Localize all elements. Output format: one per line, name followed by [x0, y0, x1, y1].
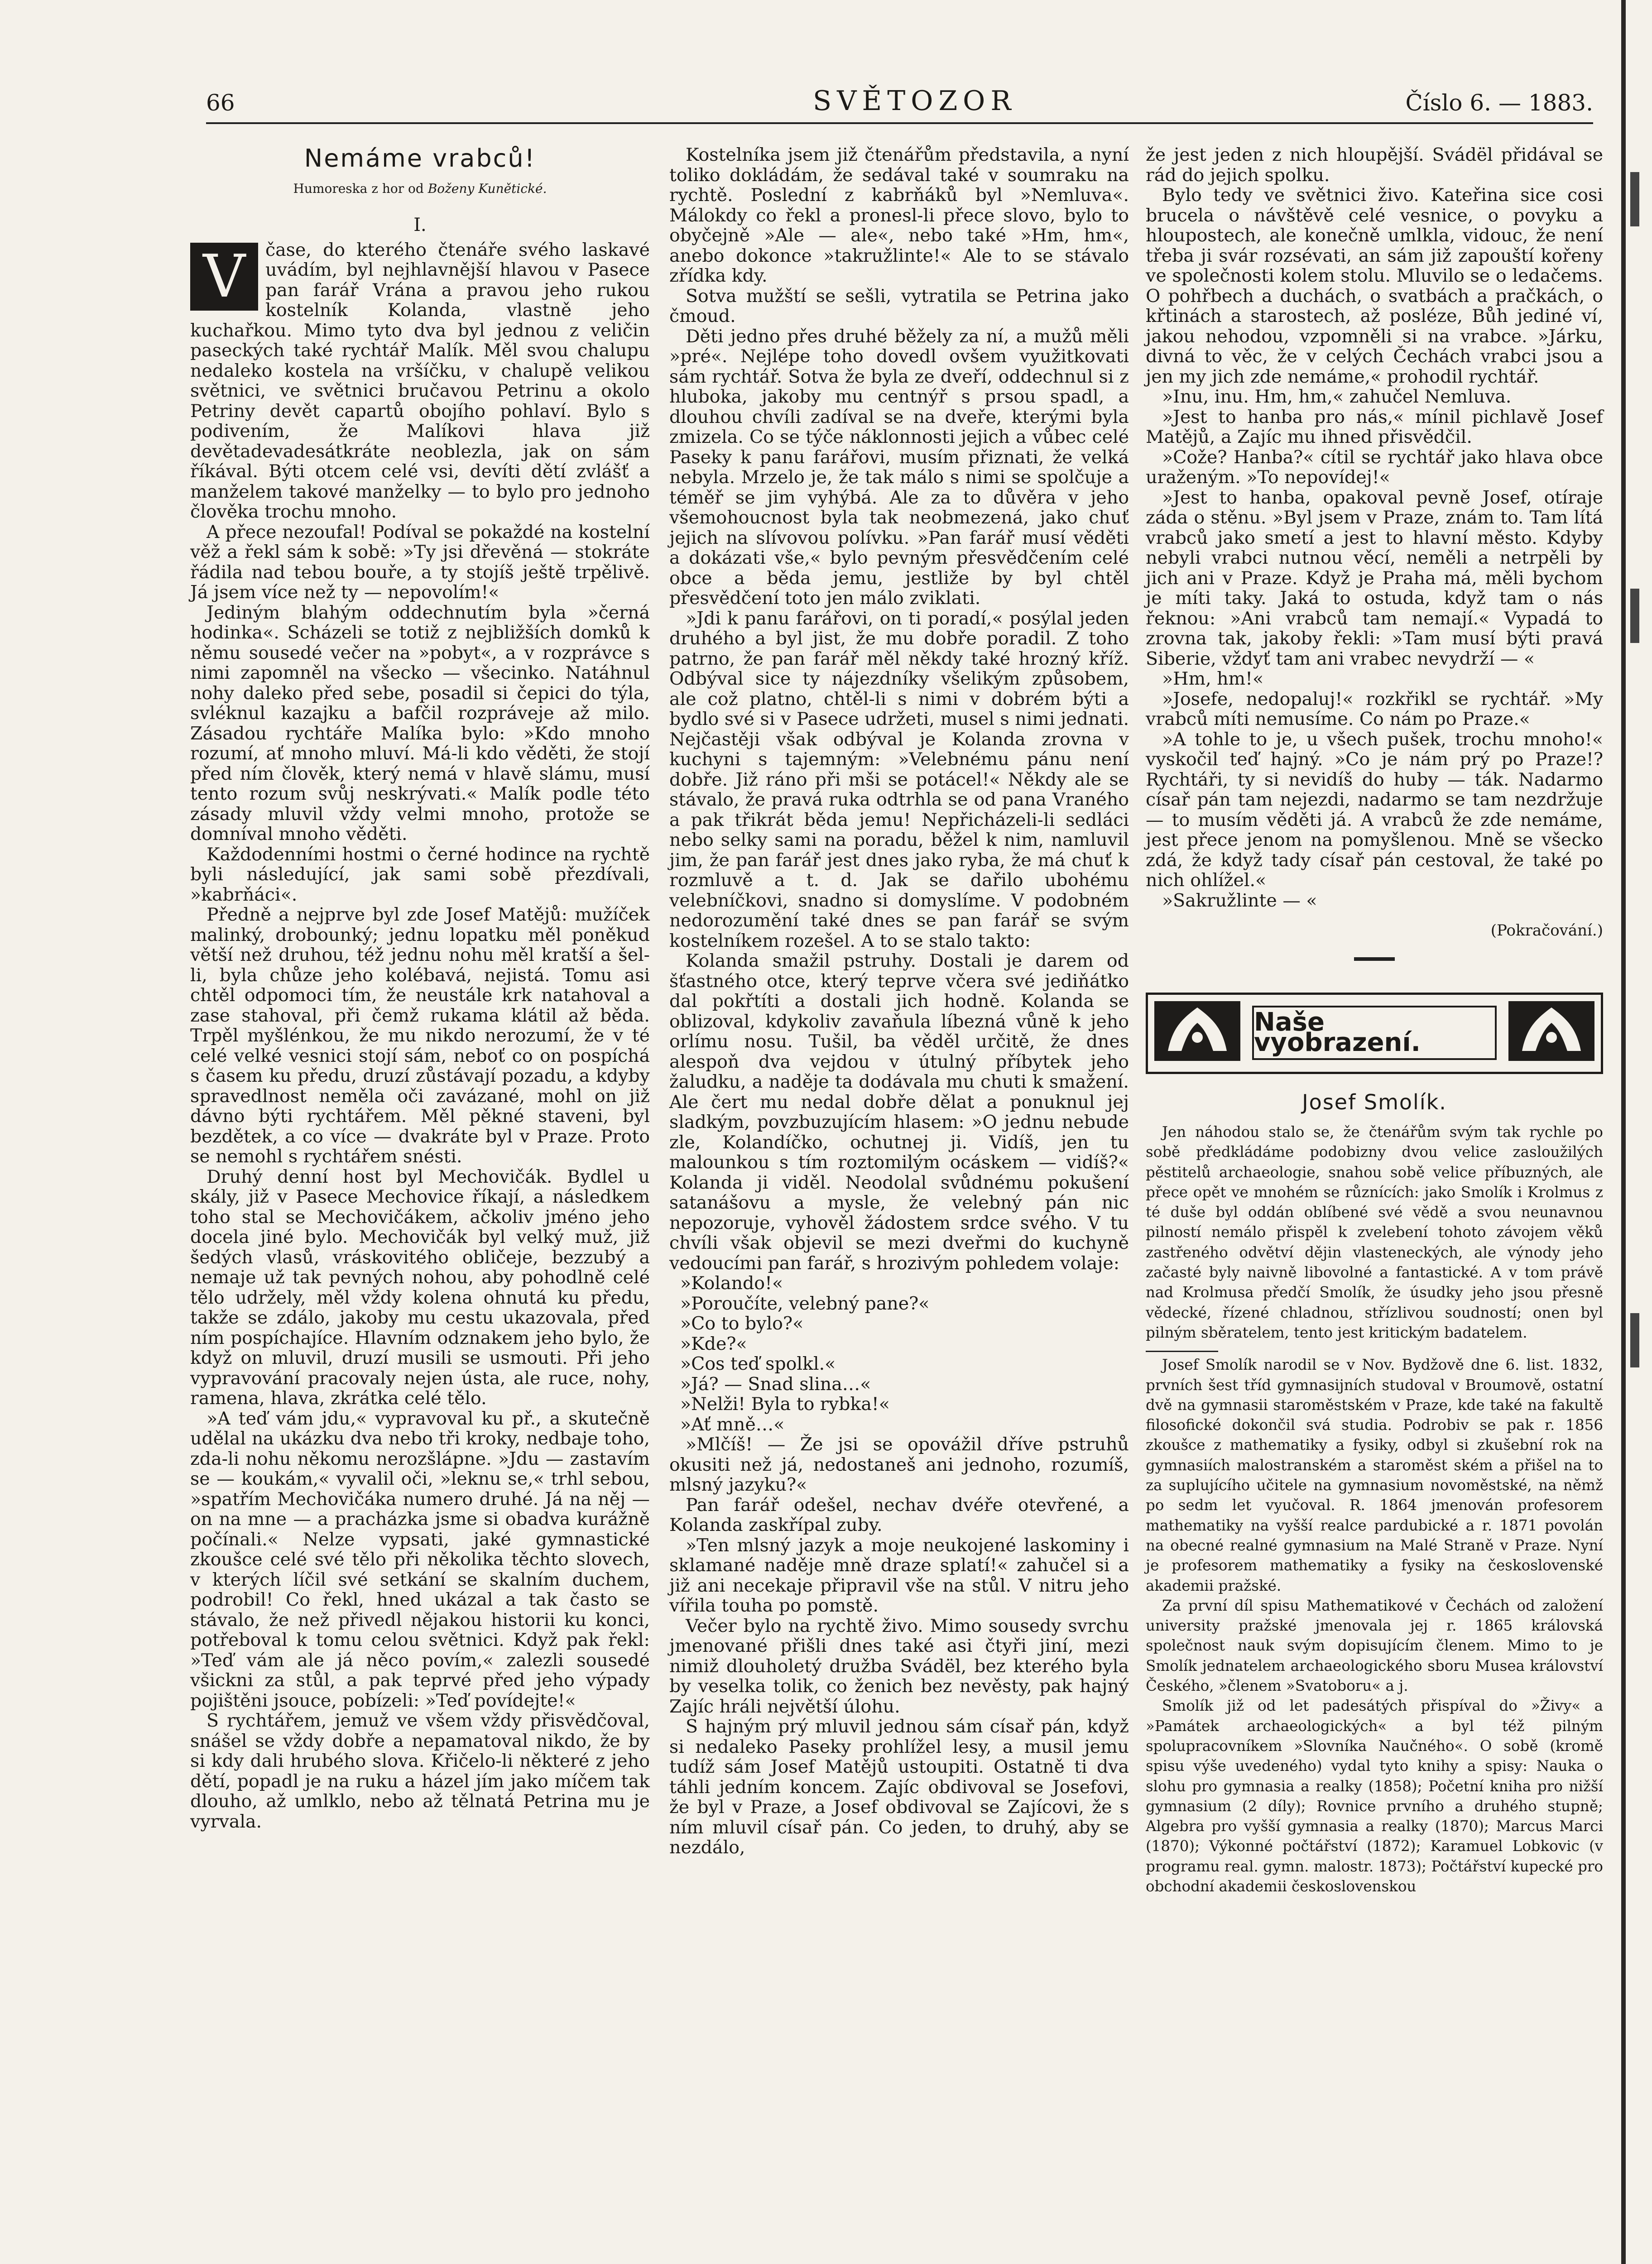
paragraph: Děti jedno přes druhé běžely za ní, a mužů měli »pré«. Nejlépe toho dovedl ovšem využitkovati sám rychtář. Sotva že byla ze dveří, oddechnul si z hluboka, jakoby mu centnýř s prsou spadl, a dlouhou chvíli zadíval se na dveře, kterými byla zmizela. Co se týče náklonnosti jejich a vůbec celé Paseky k panu farářovi, musím přiznati, že velká nebyla. Mrzelo je, že tak málo s nimi se spolčuje a téměř se jim vyhýbá. Ale za to důvěra v jeho všemohoucnost byla tak neobmezená, jako chuť jejich na slívovou polívku. »Pan farář musí věděti a dokázati vše,« bylo pevným přesvědčením celé obce a běda jemu, jestliže by byl chtěl přesvědčení toto jen málo zviklati. — [669, 326, 1129, 609]
paragraph: Smolík již od let padesátých přispíval do »Živy« a »Památek archaeologických« a byl též pilným spolupracovníkem »Slovníka Naučného«. O sobě (kromě spisu výše uvedeného) vydal tyto knihy a spisy: Nauka o slohu pro gymnasia a realky (1858); Početní kniha pro nižší gymnasium (2 díly); Rovnice prvního a druhého stupně; Algebra pro vyšší gymnasia a realky (1870); Marcus Marci (1870); Výkonné počtářství (1872); Karamuel Lobkovic (v programu real. gymn. malostr. 1873); Počtářství kupecké pro obchodní akademii československou — [1146, 1697, 1603, 1895]
column-1 — [190, 145, 650, 1832]
paragraph: »Sakružlinte — « — [1162, 890, 1317, 911]
journal-title: SVĚTOZOR — [813, 85, 1017, 117]
paragraph-text: čase, do kterého čtenáře svého laskavé uvádím, byl nejhlavnější hlavou v Pasece pan farář Vrána a pravou jeho rukou kostelník Kolanda, vlastně jeho kuchařkou. Mimo tyto dva byl jednou z veličin paseckých také rychtář Malík. Měl svou chalupu nedaleko kostela na vršíčku, v chalupě velikou světnici, ve světnici bručavou Petrinu a okolo Petriny devět capartů obojího pohlaví. Bylo s podivením, že Malíkovi hlava již devětadevadesátkráte neoblezla, jak on sám říkával. Býti otcem celé vsi, devíti dětí zvlášť a manželem takové manželky — to bylo pro jednoho člověka trochu mnoho. — [190, 239, 650, 522]
paragraph: S rychtářem, jemuž ve všem vždy přisvědčoval, snášel se vždy dobře a nepamatoval nikdo, že by si kdy dali hrubého slova. Křičelo-li některé z jeho dětí, popadl je na ruku a házel jím jako míčem tak dlouho, až umlklo, nebo až tělnatá Petrina mu je vyrvala. — [190, 1710, 650, 1832]
column-3 — [1146, 145, 1603, 1896]
dialog-line: »Já? — Snad slina…« — [680, 1373, 871, 1395]
paragraph: S hajným prý mluvil jednou sám císař pán, když si nedaleko Paseky prohlížel lesy, a musil jemu tudíž sám Josef Matějů ustoupiti. Ostatně ti dva táhli jedním koncem. Zajíc obdivoval se Josefovi, že byl v Praze, a Josef obdivoval se Zajícovi, že s ním mluvil císař pán. Co jeden, to druhý, aby se nezdálo, — [669, 1716, 1129, 1858]
dialog-line: »Nelži! Byla to rybka!« — [680, 1394, 890, 1415]
paragraph: Předně a nejprve byl zde Josef Matějů: mužíček malinký, drobounký; jednu lopatku měl poněkud větší než druhou, též jednu nohu měl kratší a šel-li, byla chůze jeho kolébavá, nejistá. Tomu asi chtěl odpomoci tím, že neustále krk natahoval a zase stahoval, při čemž rukama klátil až běda. Trpěl myšlénkou, že mu nikdo nerozumí, že v té celé velké vesnici stojí sám, neboť co on pospíchá s časem ku předu, druzí zůstávají pozadu, a kdyby spravedlnost neměla oči zavázané, mohl on již dávno býti rychtářem. Měl pěkné staveni, byl bezdětek, a co více — dvakráte byl v Praze. Proto se nemohl s rychtářem snésti. — [190, 904, 650, 1167]
dialog-line: »Cos teď spolkl.« — [680, 1353, 836, 1374]
dialog-line: »Kolando!« — [680, 1273, 783, 1294]
dialog-line: »Kde?« — [680, 1333, 747, 1354]
chapter-number: I. — [413, 215, 427, 235]
paragraph: Každodenními hostmi o černé hodince na rychtě byli následující, jak sami sobě přezdívali, »kabrňáci«. — [190, 844, 650, 905]
paragraph: »Ten mlsný jazyk a moje neukojené laskominy i sklamané naděje mně draze splatí!« zahučel si a již ani necekaje připravil vše na stůl. V nitru jeho vířila touha po pomstě. — [669, 1535, 1129, 1616]
dialog-line: »Poroučíte, velebný pane?« — [680, 1293, 930, 1314]
section-title: Josef Smolík. — [1302, 1089, 1447, 1114]
subtitle-prefix: Humoreska z hor od — [293, 181, 424, 196]
paragraph: »Jest to hanba, opakoval pevně Josef, otíraje záda o stěnu. »Byl jsem v Praze, znám to. Tam lítá vrabců jako smetí a jest to hlavní město. Kdyby nebyli vrabci nutnou věcí, neměli a netrpěli by jich ani v Praze. Když je Praha má, měli bychom je míti taky. Jaká to ostuda, když tam o nás řeknou: »Ani vrabců tam nemají.« Vypadá to zrovna tak, jakoby řekli: »Tam musí býti pravá Siberie, vždyť tam ani vrabec nevydrží — « — [1146, 487, 1603, 669]
biography — [1146, 1122, 1603, 1896]
paragraph: »Cože? Hanba?« cítil se rychtář jako hlava obce uraženým. »To nepovídej!« — [1146, 446, 1603, 488]
story-title: Nemáme vrabců! — [304, 144, 536, 173]
paragraph: Sotva mužští se sešli, vytratila se Petrina jako čmoud. — [669, 285, 1129, 326]
page-number: 66 — [206, 90, 235, 116]
paragraph: Pan farář odešel, nechav dvéře otevřené, a Kolanda zaskřípal zuby. — [669, 1494, 1129, 1535]
paragraph: Kolanda smažil pstruhy. Dostali je darem od šťastného otce, který teprve včera své jediňátko dal pokřtíti a dostali jich hodně. Kolanda se oblizoval, kdykoliv zavaňula líbezná vůně k jeho orlímu nosu. Tušil, ba věděl určitě, že dnes alespoň dva vejdou v útulný příbytek jeho žaludku, a naděje ta dodávala mu chuti k smažení. Ale čert mu nedal dobře dělat a ponuknul jej sladkým, povzbuzujícím hlasem: »O jednu nebude zle, Kolandíčko, ochutnej ji. Vidíš, jen tu malounkou s tím roztomilým ocáskem — vidíš?« Kolanda ji viděl. Neodolal svůdnému pokušení satanášovu a mysle, že velebný pán nic nepozoruje, vyhověl žádostem srdce svého. V tu chvíli však objevil se mezi dveřmi do kuchyně vedoucími pan farář, s hrozivým pohledem volaje: — [669, 950, 1129, 1274]
paragraph — [190, 240, 650, 522]
page-header — [206, 85, 1593, 126]
story-author: Boženy Kunětické. — [427, 181, 547, 196]
edge-mark — [1630, 589, 1639, 643]
section-banner — [1146, 993, 1603, 1074]
banner-label: Naše vyobrazení. — [1252, 1006, 1497, 1060]
edge-mark — [1630, 1313, 1639, 1367]
drop-cap: V — [190, 243, 258, 311]
dialog-line: »Ať mně…« — [680, 1414, 785, 1435]
paragraph: »A tohle to je, u všech pušek, trochu mnoho!« vyskočil teď hajný. »Co je nám prý po Praze!? Rychtáři, ty si nevidíš do huby — ták. Nadarmo císař pán tam nejezdi, nadarmo se tam nezdržuje — to musím věděti já. A vrabců že zde nemáme, jest přece jenom na pomyšlenou. Mně se všecko zdá, že když tady císař pán cestoval, že také po nich ohlížel.« — [1146, 729, 1603, 891]
paragraph: Za první díl spisu Mathematikové v Čechách od založení university pražské jmenovala jej r. 1865 královská společnost nauk svým dopisujícím členem. Mimo to je Smolík jednatelem archaeologického sboru Musea království Českého, »členem »Svatoboru« a j. — [1146, 1597, 1603, 1695]
paragraph: »Josefe, nedopaluj!« rozkřikl se rychtář. »My vrabců míti nemusíme. Co nám po Praze.« — [1146, 688, 1603, 729]
column-2 — [669, 145, 1129, 1858]
paragraph: Bylo tedy ve světnici živo. Kateřina sice cosi brucela o návštěvě celé vesnice, o povyku a hloupostech, ale konečně umlkla, vidouc, že není třeba ji svár rozsévati, an sám již zapouští kořeny ve společnosti kolem stolu. Mluvilo se o ledačems. O pohřbech a duchách, o svatbách a pračkách, o křtinách a starostech, až posléze, Bůh jediné ví, jakou nehodou, vzpomněli si na vrabce. »Járku, divná to věc, že v celých Čechách vrabci jsou a jen my jich zde nemáme,« prohodil rychtář. — [1146, 185, 1603, 387]
page-binding-edge — [1621, 0, 1626, 2264]
ornament-icon — [1508, 1001, 1594, 1061]
paragraph: Druhý denní host byl Mechovičák. Bydlel u skály, již v Pasece Mechovice říkají, a následkem toho stal se Mechovičákem, ačkoliv jméno jeho docela jiné bylo. Mechovičák byl velký muž, již šedých vlasů, vráskovitého obličeje, bezzubý a nemaje už tak pevných nohou, aby pohodlně celé tělo udržely, měl vždy kolena ohnutá ku předu, takže se zdálo, jakoby mu cestu ukazovala, před ním pospíchajíce. Hlavním odznakem jeho bylo, že když on mluvil, druzí musili se usmouti. Při jeho vypravování pracovaly nejen ústa, ale ruce, nohy, ramena, hlava, zkrátka celé tělo. — [190, 1166, 650, 1409]
header-rule — [206, 122, 1593, 124]
paragraph: Jediným blahým oddechnutím byla »černá hodinka«. Scházeli se totiž z nejbližších domků k němu sousedé večer na »pobyt«, a v rozprávce s nimi zapomněl na všecko — všecinko. Natáhnul nohy daleko před sebe, posadil si čepici do týla, svléknul kazajku a bafčil rozpráveje až milo. Zásadou rychtáře Malíka bylo: »Kdo mnoho rozumí, ať mnoho mluví. Má-li kdo věděti, že stojí před ním člověk, který nemá v hlavě slámu, musí tento rozum svůj neskrývati.« Malík podle této zásady mluvil vždy velmi mnoho, protože se domníval mnoho věděti. — [190, 602, 650, 844]
paragraph: Jen náhodou stalo se, že čtenářům svým tak rychle po sobě předkládáme podobizny dvou velice zasloužilých pěstitelů archaeologie, snahou sobě velice příbuzných, ale přece opět ve mnohém se různících: jako Smolík i Krolmus z té duše byl oddán oblíbené své vědě a svou neunavnou pilností nemálo přispěl k zvelebení tohoto závojem věků zastřeného odvětví dějin vlasteneckých, ale výnody jeho začasté byly naivně libovolné a fantastické. A v tom právě nad Krolmusa předčí Smolík, že úsudky jeho jsou přesně vědecké, řízené chladnou, střízlivou soudností; onen byl pilným sběratelem, tento jest kritickým badatelem. — [1146, 1123, 1603, 1341]
paragraph: A přece nezoufal! Podíval se pokaždé na kostelní věž a řekl sám k sobě: »Ty jsi dřevěná — stokráte řádila nad tebou bouře, a ty stojíš ještě trpělivě. Já jsem více než ty — nepovolím!« — [190, 521, 650, 603]
section-divider — [1354, 957, 1395, 961]
paragraph: »A teď vám jdu,« vypravoval ku př., a skutečně udělal na ukázku dva nebo tři kroky, nedbaje toho, zda-li nohu někomu nerozšlápne. »Jdu — zastavím se — koukám,« vyvalil oči, »leknu se,« trhl sebou, »spatřím Mechovičáka numero druhé. Já na něj — on na mne — a pracházka jsme si obadva kurážně počínali.« Nelze vypsati, jaké gymnastické zkoušce celé své tělo při několika těchto slovech, v kterých líčil své setkání se skalním duchem, podrobil! Co řekl, hned ukázal a tak často se stávalo, že než přivedl nějakou historii ku konci, potřeboval k tomu celou světnici. Když pak řekl: »Teď vám ale já něco povím,« zalezli sousedé všickni za stůl, a pak teprvé před jeho výpady pojištěni jsouce, pobízeli: »Teď povídejte!« — [190, 1408, 650, 1711]
ornament-icon — [1154, 1001, 1240, 1061]
paragraph: Kostelníka jsem již čtenářům představila, a nyní toliko dokládám, že sedával také v soumraku na rychtě. Poslední z kabrňáků byl »Nemluva«. Málokdy co řekl a pronesl-li přece slovo, bylo to obyčejně »Ale — ale«, nebo také »Hm, hm«, anebo dokonce »takružlinte!« Ale to se stávalo zřídka kdy. — [669, 144, 1129, 286]
continued-note: (Pokračování.) — [1490, 921, 1603, 940]
paragraph: »Inu, inu. Hm, hm,« zahučel Nemluva. — [1162, 386, 1512, 407]
edge-mark — [1630, 172, 1639, 226]
paragraph: že jest jeden z nich hloupější. Svádël přidával se rád do jejich spolku. — [1146, 144, 1603, 186]
paragraph: »Jdi k panu farářovi, on ti poradí,« posýlal jeden druhého a byl jist, že mu dobře poradil. Z toho patrno, že pan farář měl někdy také hrozný kříž. Odbýval sice ty nájezdníky všelikým způsobem, ale což platno, chtěl-li s nimi v dobrém býti a bydlo své si v Pasece udržeti, musel s nimi jednati. Nejčastěji však odbýval je Kolanda zrovna v kuchyni s tajemným: »Velebnému pánu není dobře. Již ráno při mši se potácel!« Někdy ale se stávalo, že pravá ruka odtrhla se od pana Vraného a pak třikrát běda jemu! Nepřicházeli-li sedláci nebo selky sami na poradu, běžel k nim, namluvil jim, že pan farář jest dnes jako ryba, že má chuť k rozmluvě a t. d. Jak se dařilo ubohému velebníčkovi, snadno si domyslíme. V podobném nedorozumění také dnes se pan farář se svým kostelníkem rozešel. A to se stalo takto: — [669, 608, 1129, 951]
paragraph: Josef Smolík narodil se v Nov. Bydžově dne 6. list. 1832, prvních šest tříd gymnasijních studoval v Broumově, ostatní dvě na gymnasii staroměstském v Praze, kde také na fakultě filosofické dokončil svá studia. Podrobiv se pak r. 1856 zkoušce z mathematiky a fysiky, odbyl si zkušební rok na gymnasiích malostranském a staroměst ském a přišel na to za suplujícího učitele na gymnasium novoměstské, na němž po sedm let vyučoval. R. 1864 jmenován profesorem mathematiky na vyšší realce pardubické a r. 1871 povolán na obecné realné gymnasium na Malé Straně v Praze. Nyní je profesorem mathematiky a fysiky na československé akademii pražské. — [1146, 1356, 1603, 1594]
story-subtitle — [190, 179, 650, 199]
dialog-line: »Co to bylo?« — [680, 1313, 804, 1334]
paragraph: Večer bylo na rychtě živo. Mimo sousedy svrchu jmenované přišli dnes také asi čtyři jiní, mezi nimiž dlouholetý družba Svádël, bez kterého byla by veselka tolik, co ženich bez nevěsty, pak hajný Zajíc hráli největší úlohu. — [669, 1615, 1129, 1717]
issue-number: Číslo 6. — 1883. — [1405, 90, 1593, 116]
dialog-line: »Mlčíš! — Že jsi se opovážil dříve pstruhů okusiti než já, nedostaneš ani jednoho, rozumíš, mlsný jazyku?« — [669, 1434, 1129, 1495]
paragraph: »Hm, hm!« — [1162, 668, 1264, 689]
paragraph: »Jest to hanba pro nás,« mínil pichlavě Josef Matějů, a Zajíc mu ihned přisvědčil. — [1146, 406, 1603, 447]
divider — [1146, 1351, 1218, 1352]
